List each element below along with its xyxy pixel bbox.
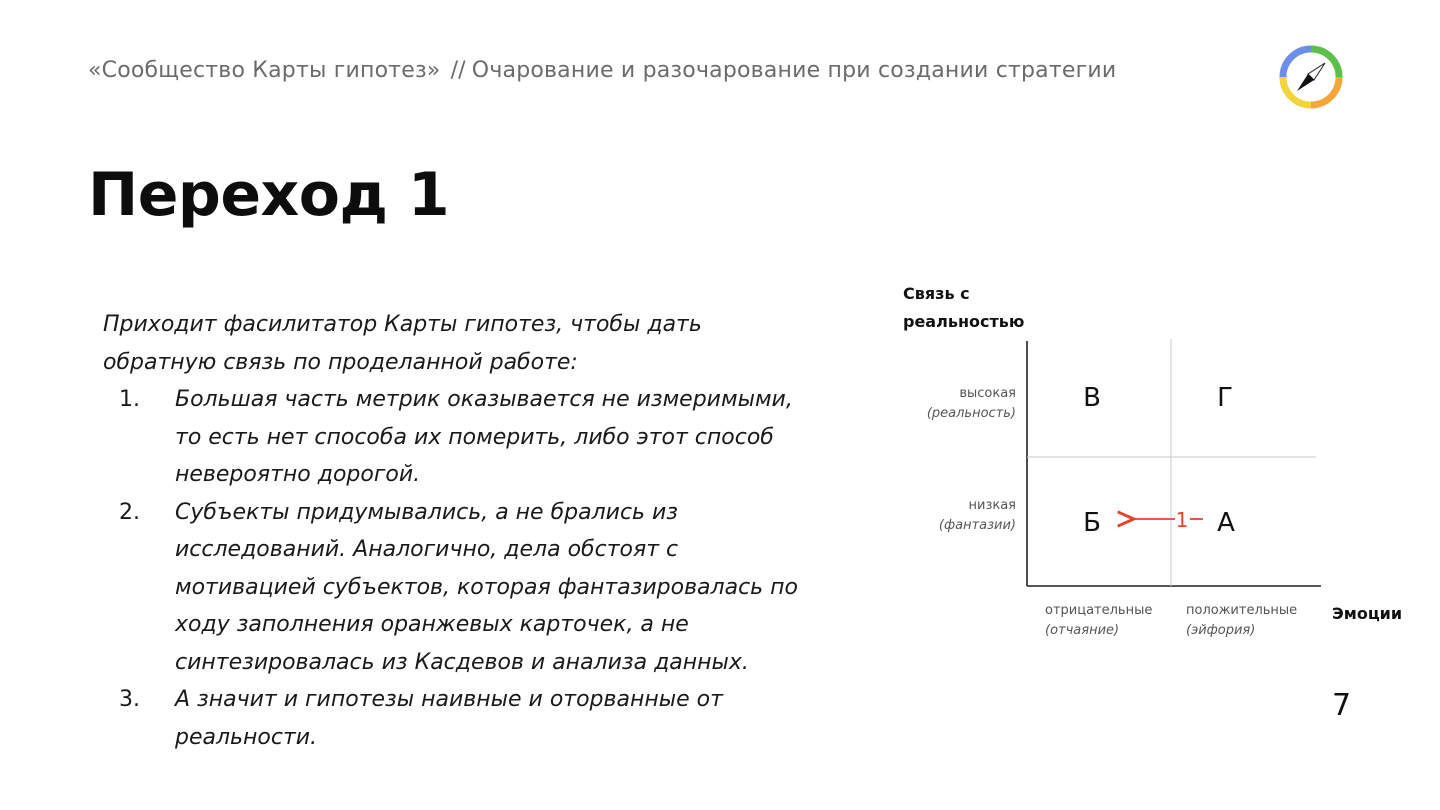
page-number: 7	[1332, 688, 1352, 723]
quadrant-top-left: В	[1083, 383, 1101, 413]
x-label-negative-sub: (отчаяние)	[1045, 623, 1120, 638]
intro-paragraph: Приходит фасилитатор Карты гипотез, чтобы дать обратную связь по проделанной работе:	[103, 312, 702, 375]
y-label-low: низкая	[968, 498, 1016, 513]
quadrant-diagram	[890, 275, 1430, 655]
quadrant-bottom-left: Б	[1083, 508, 1101, 538]
quadrant-bottom-right: А	[1217, 508, 1235, 538]
compass-logo-icon	[1278, 44, 1344, 110]
page-title: Переход 1	[88, 160, 450, 230]
y-axis-title-line1: Связь с	[903, 284, 970, 303]
y-label-low-sub: (фантазии)	[938, 518, 1016, 533]
header-topic: Очарование и разочарование при создании стратегии	[471, 58, 1117, 83]
x-label-negative: отрицательные	[1045, 603, 1153, 618]
x-axis-title: Эмоции	[1332, 604, 1403, 623]
list-item	[103, 381, 803, 494]
list-item-text: Субъекты придумывались, а не брались из исследований. Аналогично, дела обстоят с мотивацией субъектов, которая фантазировалась по ходу заполнения оранжевых карточек, а не синтезировалась из Касдевов и анализа данных.	[175, 499, 798, 675]
list-item	[103, 494, 803, 682]
x-label-positive-sub: (эйфория)	[1186, 623, 1256, 638]
list-item-number: 3.	[119, 687, 140, 712]
quadrant-top-right: Г	[1217, 383, 1233, 413]
header	[88, 58, 1116, 83]
y-label-high-sub: (реальность)	[926, 406, 1016, 421]
header-community: «Сообщество Карты гипотез»	[88, 58, 441, 83]
x-label-positive: положительные	[1186, 603, 1298, 618]
list-item-text: А значит и гипотезы наивные и оторванные от реальности.	[175, 687, 723, 750]
list-item-number: 2.	[119, 499, 140, 525]
transition-label: 1	[1175, 508, 1189, 532]
feedback-list	[103, 381, 803, 756]
list-item	[103, 681, 803, 756]
list-item-text: Большая часть метрик оказывается не измеримыми, то есть нет способа их померить, либо этот способ невероятно дорогой.	[175, 387, 793, 487]
list-item-number: 1.	[119, 387, 140, 412]
body-text	[103, 306, 803, 756]
y-axis-title-line2: реальностью	[903, 312, 1025, 331]
y-label-high: высокая	[959, 386, 1016, 401]
header-separator: //	[450, 58, 466, 83]
